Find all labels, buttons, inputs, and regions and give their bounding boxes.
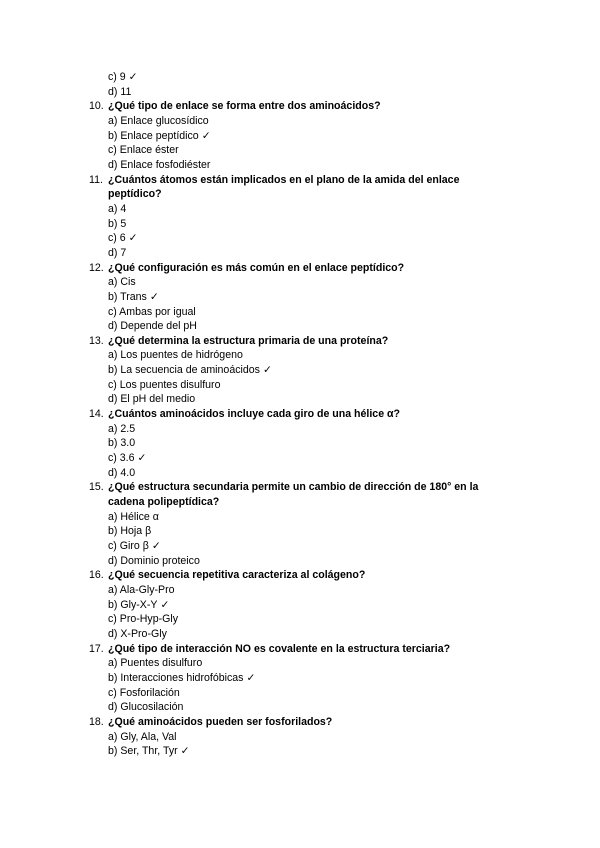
- answer-option: [89, 70, 509, 85]
- answer-option: [89, 378, 509, 393]
- answer-option: [89, 466, 509, 481]
- answer-option-text: a) Hélice α: [108, 510, 159, 523]
- question-number: 13.: [89, 334, 104, 347]
- answer-option: [89, 348, 509, 363]
- answer-option-text: b) Trans: [108, 290, 147, 303]
- answer-option: [89, 671, 509, 686]
- answer-option: [89, 436, 509, 451]
- answer-option-text: a) Enlace glucosídico: [108, 114, 209, 127]
- check-mark-icon: ✓: [180, 745, 190, 758]
- answer-option-text: b) 3.0: [108, 437, 136, 450]
- question-text: ¿Cuántos aminoácidos incluye cada giro de una hélice α?: [108, 408, 401, 421]
- question-text: ¿Qué secuencia repetitiva caracteriza al colágeno?: [108, 569, 366, 582]
- question-block: [89, 261, 509, 334]
- question-text: ¿Qué estructura secundaria permite un cambio de dirección de 180° en la cadena polipeptídica?: [108, 481, 479, 509]
- answer-option-text: d) Depende del pH: [108, 320, 197, 333]
- answer-option: [89, 744, 509, 759]
- answer-option: [89, 114, 509, 129]
- question-block: [89, 642, 509, 715]
- answer-option-text: a) Ala-Gly-Pro: [108, 583, 175, 596]
- answer-option-text: d) 4.0: [108, 466, 136, 479]
- answer-option-text: c) Fosforilación: [108, 686, 180, 699]
- answer-option-text: a) Los puentes de hidrógeno: [108, 349, 243, 362]
- check-mark-icon: ✓: [151, 540, 161, 552]
- answer-option: [89, 392, 509, 407]
- answer-option: [89, 85, 509, 100]
- question-text: ¿Qué determina la estructura primaria de una proteína?: [108, 334, 389, 347]
- answer-option-text: c) 3.6: [108, 452, 135, 465]
- answer-option-text: c) Enlace éster: [108, 144, 179, 157]
- answer-option: [89, 510, 509, 525]
- question-text: ¿Qué configuración es más común en el enlace peptídico?: [108, 261, 405, 274]
- answer-option: [89, 363, 509, 378]
- question-heading: [89, 715, 509, 730]
- question-block: [89, 715, 509, 759]
- answer-option: [89, 143, 509, 158]
- question-number: 12.: [89, 261, 104, 274]
- answer-option-text: c) Ambas por igual: [108, 305, 196, 318]
- answer-option: [89, 217, 509, 232]
- answer-option: [89, 583, 509, 598]
- question-number: 10.: [89, 100, 104, 113]
- answer-option: [89, 246, 509, 261]
- check-mark-icon: ✓: [160, 598, 170, 611]
- answer-option-text: b) Ser, Thr, Tyr: [108, 745, 178, 758]
- answer-option: [89, 305, 509, 320]
- question-number: 18.: [89, 715, 104, 728]
- answer-option: [89, 319, 509, 334]
- question-text: ¿Qué tipo de interacción NO es covalente en la estructura terciaria?: [108, 642, 451, 655]
- answer-option: [89, 290, 509, 305]
- answer-option-text: b) Hoja β: [108, 525, 152, 538]
- question-heading: [89, 334, 509, 349]
- answer-option: [89, 524, 509, 539]
- question-text: ¿Qué tipo de enlace se forma entre dos aminoácidos?: [108, 100, 381, 113]
- answer-option-text: c) Los puentes disulfuro: [108, 378, 221, 391]
- answer-option: [89, 158, 509, 173]
- question-number: 15.: [89, 481, 104, 494]
- answer-option: [89, 539, 509, 554]
- question-number: 16.: [89, 569, 104, 582]
- answer-option: [89, 275, 509, 290]
- answer-option: [89, 686, 509, 701]
- answer-option-text: b) Interacciones hidrofóbicas: [108, 671, 244, 684]
- answer-option-text: d) Dominio proteico: [108, 554, 200, 567]
- answer-option-text: c) Giro β: [108, 540, 149, 552]
- answer-option: [89, 627, 509, 642]
- answer-option-text: a) Puentes disulfuro: [108, 657, 203, 670]
- question-text: ¿Qué aminoácidos pueden ser fosforilados?: [108, 715, 333, 728]
- check-mark-icon: ✓: [137, 452, 147, 465]
- answer-option: [89, 202, 509, 217]
- answer-option-text: a) Gly, Ala, Val: [108, 730, 177, 743]
- answer-option-text: c) Pro-Hyp-Gly: [108, 613, 179, 626]
- question-block: [89, 173, 509, 261]
- question-number: 17.: [89, 642, 104, 655]
- check-mark-icon: ✓: [246, 671, 256, 684]
- answer-option-text: a) 4: [108, 202, 127, 215]
- question-block: [89, 568, 509, 641]
- answer-option-text: a) Cis: [108, 276, 136, 289]
- check-mark-icon: ✓: [149, 290, 159, 303]
- answer-option-text: b) Gly-X-Y: [108, 598, 158, 611]
- question-heading: [89, 261, 509, 276]
- answer-option: [89, 598, 509, 613]
- check-mark-icon: ✓: [262, 364, 272, 377]
- question-block: [89, 480, 509, 568]
- answer-option: [89, 451, 509, 466]
- answer-option-text: c) 9: [108, 71, 126, 83]
- question-heading: [89, 407, 509, 422]
- answer-option: [89, 129, 509, 144]
- question-number: 11.: [89, 173, 103, 186]
- question-heading: [89, 99, 509, 114]
- quiz-content: [89, 70, 509, 759]
- question-heading: [89, 480, 509, 509]
- answer-option: [89, 656, 509, 671]
- answer-option-text: d) 11: [108, 85, 132, 98]
- answer-option: [89, 422, 509, 437]
- check-mark-icon: ✓: [128, 232, 138, 245]
- answer-option-text: b) La secuencia de aminoácidos: [108, 364, 260, 377]
- answer-option-text: d) Enlace fosfodiéster: [108, 158, 211, 171]
- answer-option-text: d) El pH del medio: [108, 393, 196, 406]
- question-block: [89, 99, 509, 172]
- question-block: [89, 407, 509, 480]
- answer-option: [89, 612, 509, 627]
- answer-option-text: d) X-Pro-Gly: [108, 627, 167, 640]
- answer-option: [89, 700, 509, 715]
- check-mark-icon: ✓: [128, 71, 138, 83]
- question-number: 14.: [89, 408, 104, 421]
- question-text: ¿Cuántos átomos están implicados en el plano de la amida del enlace peptídico?: [108, 173, 460, 201]
- question-heading: [89, 568, 509, 583]
- answer-option-text: b) 5: [108, 217, 127, 230]
- question-heading: [89, 642, 509, 657]
- answer-option-text: d) 7: [108, 246, 127, 259]
- check-mark-icon: ✓: [201, 129, 211, 142]
- answer-option-text: b) Enlace peptídico: [108, 129, 199, 142]
- answer-option: [89, 231, 509, 246]
- answer-option: [89, 554, 509, 569]
- question-block: [89, 334, 509, 407]
- answer-option-text: c) 6: [108, 232, 126, 245]
- question-heading: [89, 173, 509, 202]
- answer-option-text: a) 2.5: [108, 422, 136, 435]
- answer-option-text: d) Glucosilación: [108, 701, 184, 714]
- answer-option: [89, 730, 509, 745]
